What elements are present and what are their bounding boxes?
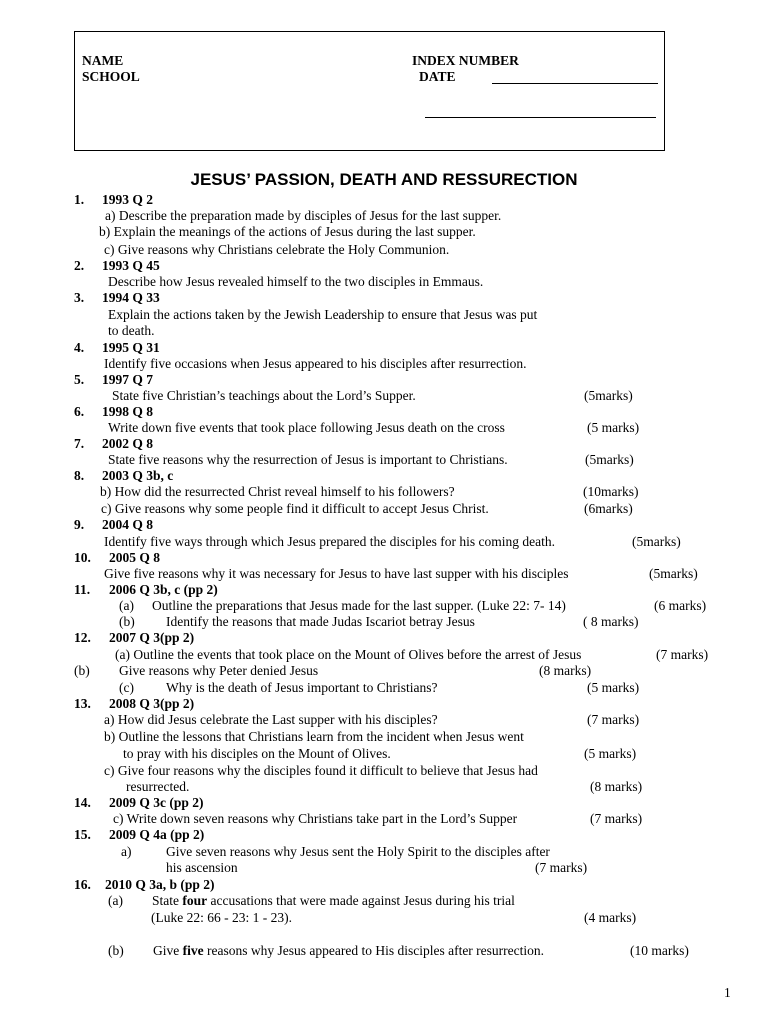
q16-a-post: accusations that were made against Jesus during his trial [207, 893, 515, 908]
q16-a-bold: four [182, 893, 208, 908]
q15-ref: 2009 Q 4a (pp 2) [109, 827, 205, 842]
q16-ref: 2010 Q 3a, b (pp 2) [105, 877, 215, 892]
q13-a-marks: (7 marks) [587, 712, 640, 727]
q9-marks: (5marks) [632, 534, 681, 549]
q16-b-bold: five [182, 943, 204, 958]
q8-b-marks: (10marks) [583, 484, 639, 499]
q16-a-label: (a) [108, 893, 123, 908]
index-number-label: INDEX NUMBER [412, 53, 519, 68]
q2-a: Describe how Jesus revealed himself to the two disciples in Emmaus. [108, 274, 484, 289]
q11-b: Identify the reasons that made Judas Iscariot betray Jesus [166, 614, 475, 629]
q1-ref: 1993 Q 2 [102, 192, 154, 207]
page-title: JESUS’ PASSION, DEATH AND RESSURECTION [190, 170, 578, 189]
q5-ref: 1997 Q 7 [102, 372, 154, 387]
q16-a-pre: State [152, 893, 183, 908]
q11-a-marks: (6 marks) [654, 598, 707, 613]
q12-a-marks: (7 marks) [656, 647, 709, 662]
q9-a: Identify five ways through which Jesus prepared the disciples for his coming death. [104, 534, 556, 549]
q12-c: Why is the death of Jesus important to Christians? [166, 680, 438, 695]
q8-b: b) How did the resurrected Christ reveal himself to his followers? [100, 484, 455, 499]
q11-a-label: (a) [119, 598, 134, 613]
q16-number: 16. [74, 877, 91, 892]
q4-a: Identify five occasions when Jesus appeared to his disciples after resurrection. [104, 356, 527, 371]
page-number: 1 [724, 985, 731, 1000]
q8-c-marks: (6marks) [584, 501, 633, 516]
q11-ref: 2006 Q 3b, c (pp 2) [109, 582, 218, 597]
q12-a: (a) Outline the events that took place on the Mount of Olives before the arrest of Jesus [115, 647, 582, 662]
q11-b-marks: ( 8 marks) [583, 614, 639, 629]
q11-b-label: (b) [119, 614, 135, 629]
q7-ref: 2002 Q 8 [102, 436, 154, 451]
q7-marks: (5marks) [585, 452, 634, 467]
q3-ref: 1994 Q 33 [102, 290, 160, 305]
q12-b: Give reasons why Peter denied Jesus [119, 663, 319, 678]
q6-ref: 1998 Q 8 [102, 404, 154, 419]
q11-a: Outline the preparations that Jesus made for the last supper. (Luke 22: 7- 14) [152, 598, 566, 613]
q1-b: b) Explain the meanings of the actions of Jesus during the last supper. [99, 224, 476, 239]
q16-a2: (Luke 22: 66 - 23: 1 - 23). [151, 910, 292, 925]
q1-number: 1. [74, 192, 85, 207]
q13-b2: to pray with his disciples on the Mount of Olives. [123, 746, 391, 761]
q16-b-post: reasons why Jesus appeared to His disciples after resurrection. [203, 943, 545, 958]
q13-number: 13. [74, 696, 91, 711]
signature-line [425, 117, 656, 118]
q11-number: 11. [74, 582, 91, 597]
q2-number: 2. [74, 258, 85, 273]
q7-number: 7. [74, 436, 85, 451]
q13-b: b) Outline the lessons that Christians learn from the incident when Jesus went [104, 729, 524, 744]
q14-ref: 2009 Q 3c (pp 2) [109, 795, 204, 810]
header-box [74, 31, 665, 151]
q6-number: 6. [74, 404, 85, 419]
date-line [492, 83, 658, 84]
q6-a: Write down five events that took place following Jesus death on the cross [108, 420, 505, 435]
q10-marks: (5marks) [649, 566, 698, 581]
q3-a: Explain the actions taken by the Jewish Leadership to ensure that Jesus was put [108, 307, 538, 322]
q3-number: 3. [74, 290, 85, 305]
school-label: SCHOOL [82, 69, 140, 84]
q9-ref: 2004 Q 8 [102, 517, 154, 532]
q13-c: c) Give four reasons why the disciples found it difficult to believe that Jesus had [104, 763, 538, 778]
q6-marks: (5 marks) [587, 420, 640, 435]
q12-ref: 2007 Q 3(pp 2) [109, 630, 195, 645]
date-label: DATE [419, 69, 456, 84]
q8-c: c) Give reasons why some people find it difficult to accept Jesus Christ. [101, 501, 489, 516]
q10-ref: 2005 Q 8 [109, 550, 161, 565]
q2-ref: 1993 Q 45 [102, 258, 160, 273]
q4-number: 4. [74, 340, 85, 355]
q8-ref: 2003 Q 3b, c [102, 468, 174, 483]
q5-marks: (5marks) [584, 388, 633, 403]
q13-b-marks: (5 marks) [584, 746, 637, 761]
q7-a: State five reasons why the resurrection of Jesus is important to Christians. [108, 452, 508, 467]
q3-a2: to death. [108, 323, 155, 338]
q16-a [152, 893, 515, 909]
q16-b-marks: (10 marks) [630, 943, 689, 958]
q13-ref: 2008 Q 3(pp 2) [109, 696, 195, 711]
q15-a: Give seven reasons why Jesus sent the Holy Spirit to the disciples after [166, 844, 550, 859]
q10-a: Give five reasons why it was necessary for Jesus to have last supper with his disciples [104, 566, 569, 581]
q14-c: c) Write down seven reasons why Christians take part in the Lord’s Supper [113, 811, 518, 826]
q5-a: State five Christian’s teachings about the Lord’s Supper. [112, 388, 416, 403]
q16-b-pre: Give [153, 943, 183, 958]
q15-a2: his ascension [166, 860, 238, 875]
q1-a: a) Describe the preparation made by disciples of Jesus for the last supper. [105, 208, 502, 223]
q13-c-marks: (8 marks) [590, 779, 643, 794]
q12-b-label: (b) [74, 663, 90, 678]
q16-a-marks: (4 marks) [584, 910, 637, 925]
q12-b-marks: (8 marks) [539, 663, 592, 678]
q5-number: 5. [74, 372, 85, 387]
q12-number: 12. [74, 630, 91, 645]
name-label: NAME [82, 53, 124, 68]
q10-number: 10. [74, 550, 91, 565]
q16-b-label: (b) [108, 943, 124, 958]
q14-number: 14. [74, 795, 91, 810]
q14-marks: (7 marks) [590, 811, 643, 826]
q8-number: 8. [74, 468, 85, 483]
q15-marks: (7 marks) [535, 860, 588, 875]
q1-c: c) Give reasons why Christians celebrate the Holy Communion. [104, 242, 450, 257]
q13-a: a) How did Jesus celebrate the Last supper with his disciples? [104, 712, 438, 727]
q13-c2: resurrected. [126, 779, 190, 794]
q4-ref: 1995 Q 31 [102, 340, 160, 355]
q12-c-label: (c) [119, 680, 134, 695]
q9-number: 9. [74, 517, 85, 532]
q15-number: 15. [74, 827, 91, 842]
q15-a-label: a) [121, 844, 132, 859]
q12-c-marks: (5 marks) [587, 680, 640, 695]
q16-b [153, 943, 544, 959]
